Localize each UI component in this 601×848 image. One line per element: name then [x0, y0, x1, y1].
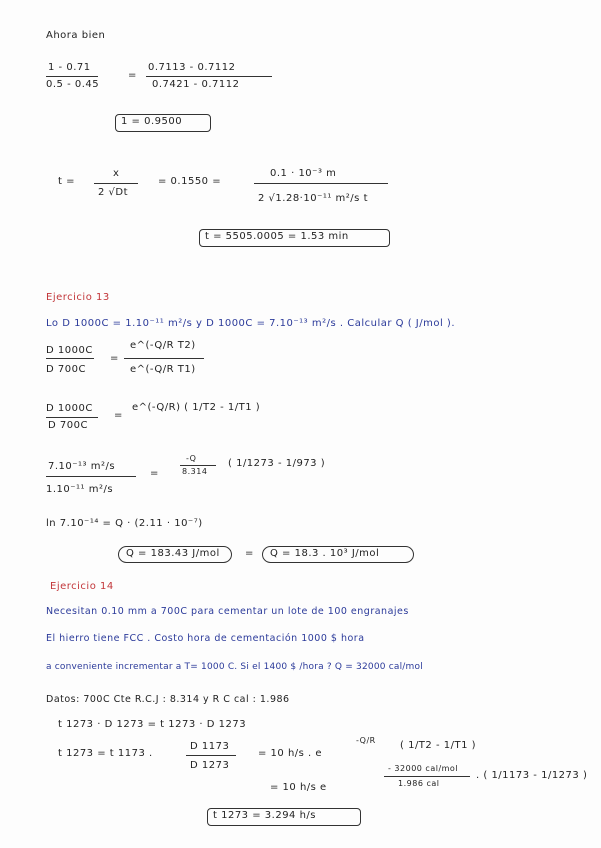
ex14-line7-exponent-numerator: - 32000 cal/mol: [388, 764, 459, 773]
ex13-f4: ln 7.10⁻¹⁴ = Q · (2.11 · 10⁻⁷): [46, 518, 203, 529]
ex14-line6-middle: = 10 h/s . e: [258, 748, 323, 759]
intro-heading: Ahora bien: [46, 30, 106, 41]
ex13-f1-rhs-numerator: e^(-Q/R T2): [130, 340, 196, 351]
ex14-line6-parenthesis: ( 1/T2 - 1/T1 ): [400, 740, 477, 751]
ex14-result: t 1273 = 3.294 h/s: [213, 810, 317, 821]
eq2-frac1-numerator: x: [113, 168, 120, 179]
ex13-f3-parenthesis: ( 1/1273 - 1/973 ): [228, 458, 326, 469]
ex14-line4: Datos: 700C Cte R.C.J : 8.314 y R C cal : 1.986: [46, 694, 290, 705]
ex13-f3-exponent-bar: [180, 465, 216, 466]
ex13-f2-bar: [46, 417, 98, 418]
ex14-line7-parenthesis: . ( 1/1173 - 1/1273 ): [476, 770, 588, 781]
ex14-line6-fraction-numerator: D 1173: [190, 741, 230, 752]
eq1-lhs-denominator: 0.5 - 0.45: [46, 79, 100, 90]
ex13-f2-rhs: e^(-Q/R) ( 1/T2 - 1/T1 ): [132, 402, 261, 413]
ex13-result2: Q = 18.3 . 10³ J/mol: [270, 548, 380, 559]
ex13-f3-exponent-numerator: -Q: [186, 454, 197, 463]
ex14-line6-fraction-denominator: D 1273: [190, 760, 230, 771]
eq2-frac2-denominator: 2 √1.28·10⁻¹¹ m²/s t: [258, 193, 368, 204]
ex13-f3-bar: [46, 476, 136, 477]
ex13-f2-numerator: D 1000C: [46, 403, 93, 414]
ex13-result1: Q = 183.43 J/mol: [126, 548, 220, 559]
ex14-line1: Necesitan 0.10 mm a 700C para cementar un lote de 100 engranajes: [46, 606, 409, 617]
ex13-f1-equals: =: [110, 353, 119, 364]
ex14-line7-exponent-denominator: 1.986 cal: [398, 779, 440, 788]
ex13-f3-equals: =: [150, 468, 159, 479]
eq2-frac1-bar: [94, 183, 138, 184]
ex14-line6-exponent: -Q/R: [356, 736, 376, 745]
eq1-rhs-numerator: 0.7113 - 0.7112: [148, 62, 236, 73]
eq2-lhs: t =: [58, 176, 75, 187]
ex13-f3-exponent-denominator: 8.314: [182, 467, 208, 476]
eq2-result: t = 5505.0005 = 1.53 min: [205, 231, 349, 242]
ex13-f2-denominator: D 700C: [48, 420, 88, 431]
ex13-f1-lhs-denominator: D 700C: [46, 364, 86, 375]
eq2-middle: = 0.1550 =: [158, 176, 222, 187]
ex13-f3-denominator: 1.10⁻¹¹ m²/s: [46, 484, 114, 495]
eq2-frac1-denominator: 2 √Dt: [98, 187, 129, 198]
ex14-line3: a conveniente incrementar a T= 1000 C. Si el 1400 $ /hora ? Q = 32000 cal/mol: [46, 662, 423, 672]
ex14-line7-exponent-bar: [384, 776, 470, 777]
ex14-title: Ejercicio 14: [50, 581, 114, 592]
eq1-rhs-fraction-bar: [146, 76, 272, 77]
eq1-equals: =: [128, 70, 137, 81]
ex13-result-separator: =: [245, 548, 254, 559]
ex13-f2-equals: =: [114, 410, 123, 421]
ex14-line6-lhs: t 1273 = t 1173 .: [58, 748, 153, 759]
ex13-f1-rhs-denominator: e^(-Q/R T1): [130, 364, 196, 375]
ex13-f1-rhs-bar: [124, 358, 204, 359]
ex13-statement: Lo D 1000C = 1.10⁻¹¹ m²/s y D 1000C = 7.10⁻¹³ m²/s . Calcular Q ( J/mol ).: [46, 318, 456, 329]
eq2-frac2-numerator: 0.1 · 10⁻³ m: [270, 168, 337, 179]
eq2-frac2-bar: [254, 183, 388, 184]
eq1-lhs-fraction-bar: [46, 76, 98, 77]
ex14-line6-fraction-bar: [186, 755, 236, 756]
eq1-rhs-denominator: 0.7421 - 0.7112: [152, 79, 240, 90]
ex13-f3-numerator: 7.10⁻¹³ m²/s: [48, 461, 116, 472]
ex14-line2: El hierro tiene FCC . Costo hora de cementación 1000 $ hora: [46, 633, 365, 644]
eq1-result: 1 = 0.9500: [121, 116, 183, 127]
ex13-title: Ejercicio 13: [46, 292, 110, 303]
eq1-lhs-numerator: 1 - 0.71: [48, 62, 91, 73]
ex13-f1-lhs-numerator: D 1000C: [46, 345, 93, 356]
ex14-line5: t 1273 · D 1273 = t 1273 · D 1273: [58, 719, 247, 730]
ex13-f1-lhs-bar: [46, 358, 94, 359]
ex14-line7-lhs: = 10 h/s e: [270, 782, 327, 793]
